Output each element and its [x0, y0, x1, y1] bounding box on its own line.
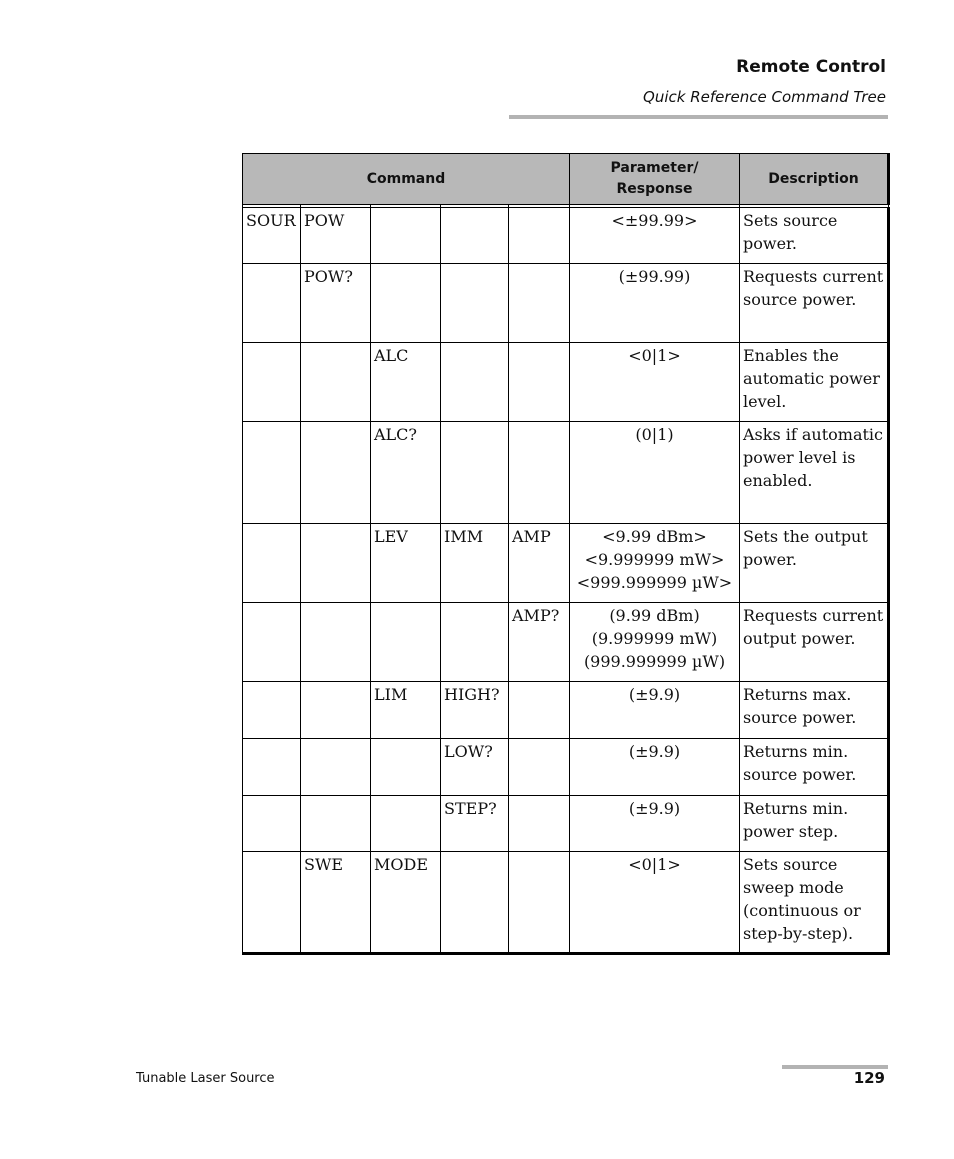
command-level-5-cell — [509, 739, 570, 796]
table-row — [243, 603, 889, 682]
command-level-5-cell — [509, 682, 570, 739]
table-row — [243, 208, 889, 264]
command-level-2-cell — [301, 739, 371, 796]
parameter-line: (999.999999 µW) — [583, 652, 726, 671]
table-row — [243, 264, 889, 343]
table-row — [243, 739, 889, 796]
header-command: Command — [243, 154, 570, 205]
page-header-title: Remote Control — [736, 57, 886, 77]
command-level-3-cell — [371, 739, 441, 796]
parameter-cell — [570, 603, 740, 682]
parameter-cell — [570, 796, 740, 852]
command-level-4-cell — [441, 264, 509, 343]
parameter-line: <0|1> — [628, 855, 681, 874]
command-level-2-cell: SWE — [301, 852, 371, 954]
parameter-line: <9.99 dBm> — [602, 527, 707, 546]
command-level-3-cell: LIM — [371, 682, 441, 739]
parameter-line: (0|1) — [635, 425, 674, 444]
description-cell: Sets source sweep mode (continuous or step-by-step). — [740, 852, 889, 954]
description-cell: Requests current source power. — [740, 264, 889, 343]
parameter-cell — [570, 343, 740, 422]
parameter-line: <±99.99> — [611, 211, 698, 230]
command-level-1-cell — [243, 264, 301, 343]
parameter-line: (±9.9) — [628, 799, 681, 818]
description-cell: Sets the output power. — [740, 524, 889, 603]
command-level-5-cell — [509, 796, 570, 852]
parameter-line: <999.999999 µW> — [576, 573, 733, 592]
command-level-4-cell — [441, 422, 509, 524]
command-level-5-cell — [509, 208, 570, 264]
command-level-4-cell: STEP? — [441, 796, 509, 852]
command-level-3-cell: MODE — [371, 852, 441, 954]
command-level-1-cell — [243, 796, 301, 852]
parameter-cell — [570, 682, 740, 739]
description-cell: Sets source power. — [740, 208, 889, 264]
parameter-cell — [570, 524, 740, 603]
header-divider — [509, 115, 888, 119]
table-row — [243, 343, 889, 422]
parameter-cell — [570, 422, 740, 524]
description-cell: Returns min. source power. — [740, 739, 889, 796]
header-description: Description — [740, 154, 889, 205]
command-level-2-cell — [301, 343, 371, 422]
command-level-4-cell — [441, 343, 509, 422]
command-level-2-cell: POW — [301, 208, 371, 264]
description-cell: Asks if automatic power level is enabled. — [740, 422, 889, 524]
command-level-1-cell — [243, 422, 301, 524]
command-level-2-cell — [301, 603, 371, 682]
command-level-4-cell: HIGH? — [441, 682, 509, 739]
page-number: 129 — [853, 1069, 885, 1087]
table-header-row — [243, 154, 889, 205]
parameter-line: (±9.9) — [628, 742, 681, 761]
description-cell: Requests current output power. — [740, 603, 889, 682]
header-parameter-line2: Response — [616, 181, 693, 197]
command-level-4-cell: LOW? — [441, 739, 509, 796]
description-cell: Returns min. power step. — [740, 796, 889, 852]
command-level-2-cell — [301, 682, 371, 739]
command-level-5-cell — [509, 264, 570, 343]
header-parameter — [570, 154, 740, 205]
table-row — [243, 524, 889, 603]
page-header-subtitle: Quick Reference Command Tree — [643, 88, 886, 106]
table-row — [243, 852, 889, 954]
command-level-3-cell — [371, 264, 441, 343]
command-level-2-cell — [301, 796, 371, 852]
parameter-line: <0|1> — [628, 346, 681, 365]
command-level-4-cell — [441, 852, 509, 954]
parameter-line: (±99.99) — [618, 267, 691, 286]
parameter-line: (±9.9) — [628, 685, 681, 704]
description-cell: Enables the automatic power level. — [740, 343, 889, 422]
command-tree-table — [242, 153, 890, 955]
command-level-5-cell — [509, 422, 570, 524]
command-level-3-cell: LEV — [371, 524, 441, 603]
command-level-2-cell: POW? — [301, 264, 371, 343]
command-level-1-cell — [243, 343, 301, 422]
command-level-5-cell: AMP — [509, 524, 570, 603]
footer-product-name: Tunable Laser Source — [136, 1071, 275, 1086]
command-level-4-cell — [441, 208, 509, 264]
header-parameter-line1: Parameter/ — [610, 160, 699, 176]
table-row — [243, 422, 889, 524]
description-cell: Returns max. source power. — [740, 682, 889, 739]
command-level-3-cell: ALC? — [371, 422, 441, 524]
command-level-2-cell — [301, 422, 371, 524]
command-level-1-cell: SOUR — [243, 208, 301, 264]
command-level-1-cell — [243, 852, 301, 954]
parameter-cell — [570, 852, 740, 954]
command-level-1-cell — [243, 682, 301, 739]
parameter-line: <9.999999 mW> — [584, 550, 725, 569]
table-row — [243, 682, 889, 739]
command-level-3-cell — [371, 603, 441, 682]
parameter-cell — [570, 208, 740, 264]
command-level-1-cell — [243, 739, 301, 796]
parameter-cell — [570, 264, 740, 343]
command-level-5-cell: AMP? — [509, 603, 570, 682]
command-level-5-cell — [509, 852, 570, 954]
command-level-1-cell — [243, 524, 301, 603]
command-level-3-cell — [371, 208, 441, 264]
command-level-1-cell — [243, 603, 301, 682]
command-level-4-cell: IMM — [441, 524, 509, 603]
command-level-3-cell — [371, 796, 441, 852]
parameter-cell — [570, 739, 740, 796]
command-level-5-cell — [509, 343, 570, 422]
parameter-line: (9.99 dBm) — [609, 606, 700, 625]
parameter-line: (9.999999 mW) — [591, 629, 718, 648]
table-row — [243, 796, 889, 852]
command-level-3-cell: ALC — [371, 343, 441, 422]
command-level-4-cell — [441, 603, 509, 682]
command-level-2-cell — [301, 524, 371, 603]
